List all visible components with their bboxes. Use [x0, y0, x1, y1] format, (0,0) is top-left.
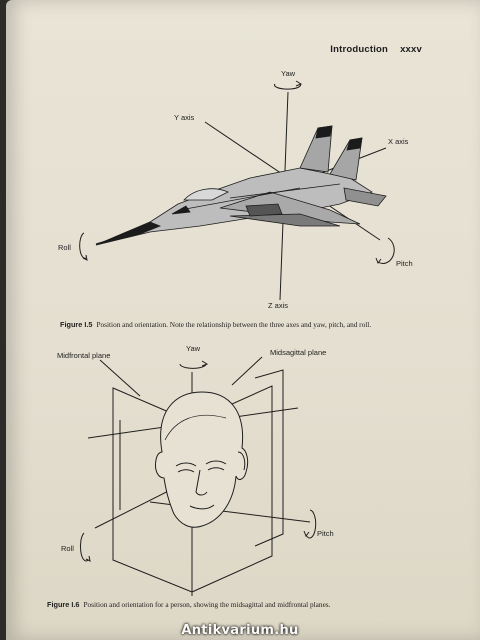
figure-caption-text: Position and orientation. Note the relationship between the three axes and yaw, pitch, and roll. — [96, 320, 372, 329]
label-midsagittal-plane: Midsagittal plane — [270, 348, 327, 357]
figure-caption — [47, 600, 330, 609]
label-yaw: Yaw — [281, 69, 296, 78]
label-pitch: Pitch — [396, 259, 413, 268]
page-number: xxxv — [400, 44, 422, 55]
roll-rotation-arrow — [80, 533, 88, 561]
figure-number: Figure I.6 — [47, 600, 80, 609]
label-yaw: Yaw — [186, 344, 201, 353]
midsagittal-plane — [255, 370, 283, 546]
label-z-axis: Z axis — [268, 301, 289, 310]
label-midfrontal-plane: Midfrontal plane — [57, 351, 111, 360]
watermark-bar — [0, 620, 480, 640]
figure-number: Figure I.5 — [60, 320, 93, 329]
section-title: Introduction — [330, 44, 389, 55]
human-head-illustration — [155, 392, 247, 527]
label-y-axis: Y axis — [174, 113, 195, 122]
label-roll: Roll — [61, 544, 74, 553]
watermark-text: Antikvarium.hu — [181, 622, 299, 638]
label-x-axis: X axis — [388, 137, 409, 146]
figure-caption-text: Position and orientation for a person, showing the midsagittal and midfrontal planes. — [83, 600, 331, 609]
label-roll: Roll — [58, 243, 71, 252]
label-pitch: Pitch — [317, 529, 334, 538]
